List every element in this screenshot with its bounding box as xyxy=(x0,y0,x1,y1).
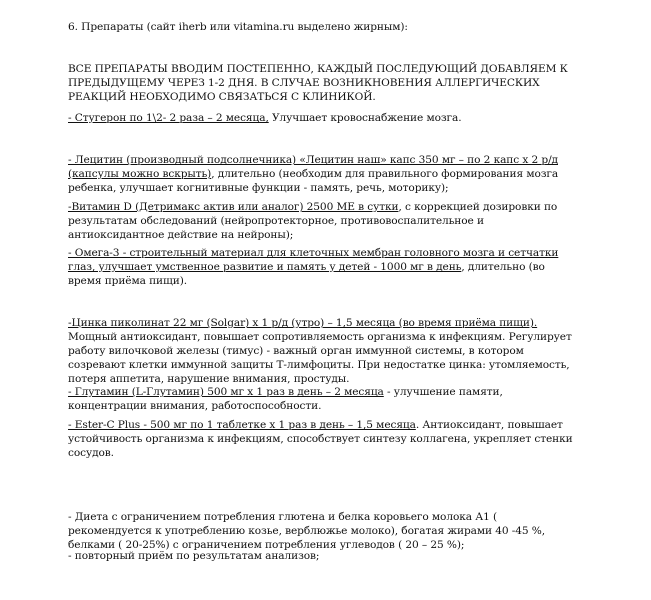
item-ester-c xyxy=(68,418,576,460)
item-omega-3-note: , длительно (во время приёма пищи). xyxy=(68,261,545,287)
item-vitamin-d-dose: -Витамин D (Детримакс актив или аналог) 2500 МЕ в сутки xyxy=(68,201,399,213)
followup-note: - повторный приём по результатам анализов; xyxy=(68,550,320,562)
item-vitamin-d xyxy=(68,200,576,242)
item-omega-3 xyxy=(68,246,576,288)
item-stugeron-dose: - Стугерон по 1\2- 2 раза – 2 месяца, xyxy=(68,112,269,124)
item-lecithin-note: , длительно (необходим для правильного формирования мозга ребенка, улучшает когнитивные функции - память, речь, моторику); xyxy=(68,168,559,194)
item-glutamine-note: - улучшение памяти, концентрации внимания, работоспособности. xyxy=(68,386,503,412)
allergy-warning: ВСЕ ПРЕПАРАТЫ ВВОДИМ ПОСТЕПЕННО, КАЖДЫЙ ПОСЛЕДУЮЩИЙ ДОБАВЛЯЕМ К ПРЕДЫДУЩЕМУ ЧЕРЕЗ 1-2 ДНЯ. В СЛУЧАЕ ВОЗНИКНОВЕНИЯ АЛЛЕРГИЧЕСКИХ РЕАКЦИЙ НЕОБХОДИМО СВЯЗАТЬСЯ С КЛИНИКОЙ. xyxy=(68,63,568,103)
item-ester-c-note: . Антиоксидант, повышает устойчивость организма к инфекциям, способствует синтезу коллагена, укрепляет стенки сосудов. xyxy=(68,419,573,459)
item-ester-c-dose: - Ester-C Plus - 500 мг по 1 таблетке х 1 раз в день – 1,5 месяца xyxy=(68,419,416,431)
item-lecithin-dose: - Лецитин (производный подсолнечника) «Лецитин наш» капс 350 мг – по 2 капс х 2 р/д (капсулы можно вскрыть) xyxy=(68,154,558,180)
item-glutamine xyxy=(68,385,576,413)
item-omega-3-dose: - Омега-3 - строительный материал для клеточных мембран головного мозга и сетчатки глаз, улучшает умственное развитие и память у детей - 1000 мг в день xyxy=(68,247,559,273)
item-zinc-note: Мощный антиоксидант, повышает сопротивляемость организма к инфекциям. Регулирует работу вилочковой железы (тимус) - важный орган иммунной системы, в котором созревают клетки иммунной защиты Т-лимфоциты. При недостатке цинка: утомляемость, потеря аппетита, нарушение внимания, простуды. xyxy=(68,331,572,385)
section-heading: 6. Препараты (сайт iherb или vitamina.ru выделено жирным): xyxy=(68,21,408,33)
diet-recommendation: - Диета с ограничением потребления глютена и белка коровьего молока А1 ( рекомендуется к употреблению козье, верблюжье молоко), богатая жирами 40 -45 %, белками ( 20-25%) с ограничением потребления углеводов ( 20 – 25 %); xyxy=(68,511,546,551)
item-vitamin-d-note: , с коррекцией дозировки по результатам обследований (нейропротекторное, противовоспалительное и антиоксидантное действие на нейроны); xyxy=(68,201,558,241)
item-zinc xyxy=(68,316,576,386)
item-stugeron-note: Улучшает кровоснабжение мозга. xyxy=(268,112,462,124)
item-zinc-dose: -Цинка пиколинат 22 мг (Solgar) х 1 р/д (утро) – 1,5 месяца (во время приёма пищи). xyxy=(68,317,538,329)
item-stugeron xyxy=(68,111,576,125)
item-glutamine-dose: - Глутамин (L-Глутамин) 500 мг х 1 раз в день – 2 месяца xyxy=(68,386,384,398)
item-lecithin xyxy=(68,153,576,195)
